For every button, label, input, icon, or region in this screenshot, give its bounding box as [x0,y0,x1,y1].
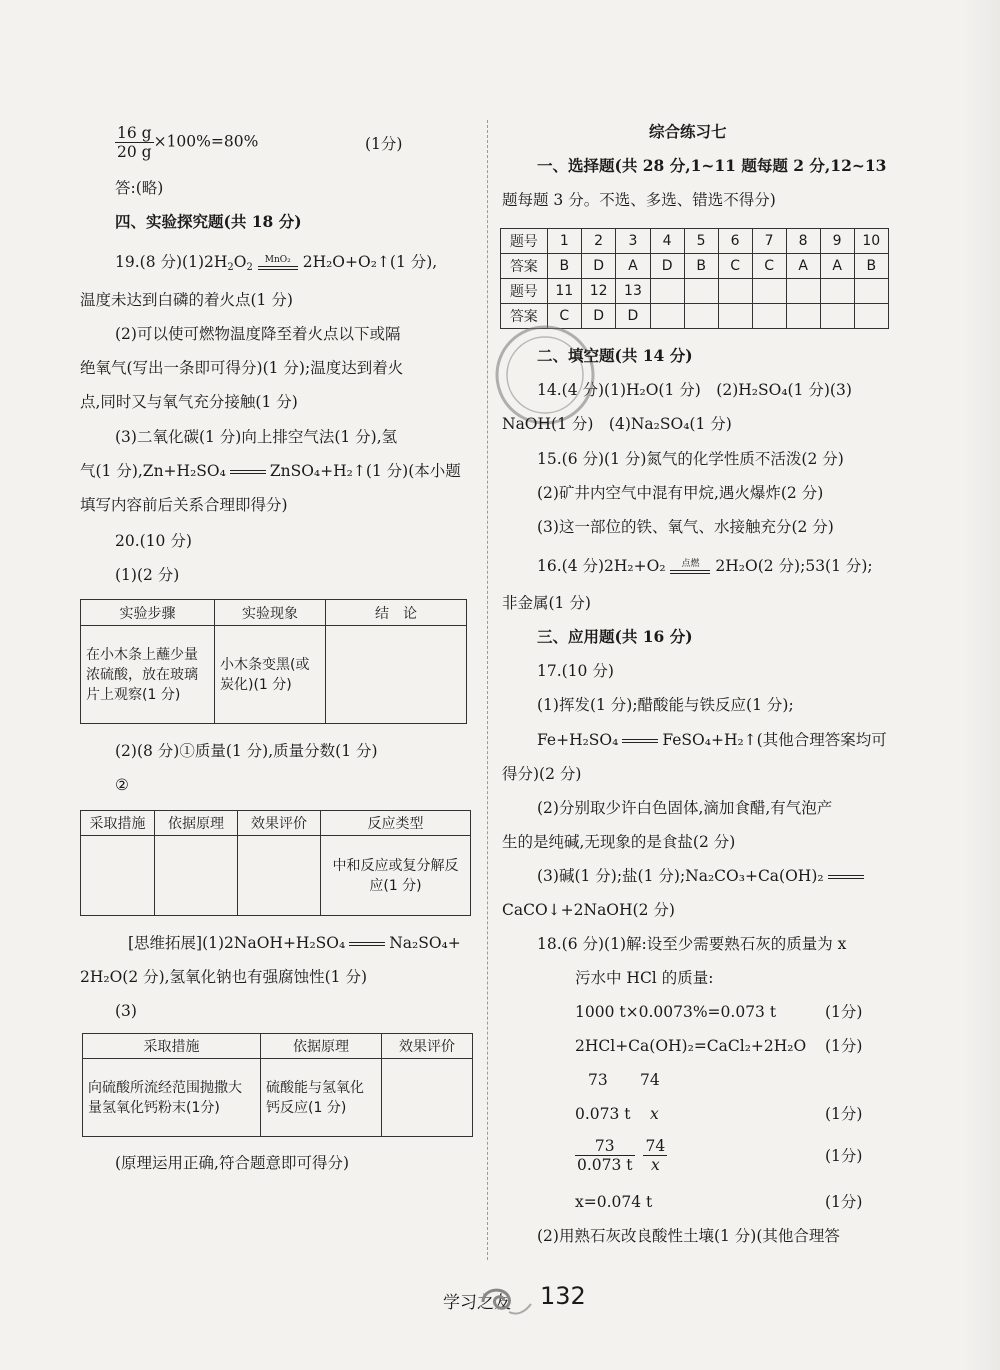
table-cell: 小木条变黑(或炭化)(1 分) [215,626,326,724]
table-row [501,229,889,254]
q17-text-f: (3)碱(1 分);盐(1 分);Na₂CO₃+Ca(OH)₂ [537,867,824,885]
q19-line-7 [80,460,461,482]
table-cell [786,279,820,304]
q17-line-3: 得分)(2 分) [502,765,582,783]
table-cell: 在小木条上蘸少量浓硫酸，放在玻璃片上观察(1 分) [81,626,215,724]
q19-text-h2: ZnSO₄+H₂↑(1 分)(本小题 [269,462,461,480]
fraction-numerator: 74 [645,1137,666,1155]
q17-text-b2: FeSO₄+H₂↑(其他合理答案均可 [662,731,887,749]
q19-line-8: 填写内容前后关系合理即得分) [80,496,288,514]
table-cell: 3 [616,229,650,254]
q16-line-1 [537,555,873,577]
swirl-logo-icon [475,1282,535,1322]
page-number: 132 [540,1282,586,1310]
table-cell: 8 [786,229,820,254]
q17-text-b1: Fe+H₂SO₄ [537,731,619,749]
table-cell: 7 [752,229,786,254]
table-cell [650,279,684,304]
table-header: 依据原理 [155,811,238,836]
q17-line-2 [537,729,887,751]
table-cell: 11 [547,279,581,304]
table-cell: B [547,254,581,279]
q19-line-4: 绝氧气(写出一条即可得分)(1 分);温度达到着火 [80,359,404,377]
table-row-header: 答案 [501,304,548,329]
table-cell: 13 [616,279,650,304]
q14-line-2: NaOH(1 分) (4)Na₂SO₄(1 分) [502,415,732,433]
q18-line-2: 污水中 HCl 的质量: [575,969,714,987]
treatment-table [82,1033,473,1137]
section-heading-2: 二、填空题(共 14 分) [537,346,693,365]
footer-brand: 学习之友 [443,1293,511,1313]
measures-table [80,810,471,916]
q18-result: x=0.074 t [575,1193,653,1211]
table-row-header: 答案 [501,254,548,279]
exercise-title: 综合练习七 [649,122,727,141]
table-cell: 向硫酸所流经范围抛撒大量氢氧化钙粉末(1分) [83,1059,261,1137]
equals-sign [622,739,658,743]
equals-sign [230,470,266,474]
table-cell: 中和反应或复分解反应(1 分) [321,836,471,916]
ratio-equation [575,1137,667,1174]
table-cell [238,836,321,916]
reaction-condition-arrow [258,256,298,270]
table-cell: C [718,254,752,279]
molar-mass-hcl: 73 [588,1071,608,1089]
table-cell: C [752,254,786,279]
fraction [115,124,154,161]
table-row-header: 题号 [501,279,548,304]
q14-line-1: 14.(4 分)(1)H₂O(1 分) (2)H₂SO₄(1 分)(3) [537,381,852,399]
q19-text-b: 2H₂O+O₂↑(1 分), [302,253,438,271]
table-cell [718,304,752,329]
reaction-condition-arrow [670,560,710,574]
fraction [575,1137,635,1174]
fraction-numerator: 73 [575,1137,635,1156]
q19-text-a: 19.(8 分)(1)2H [115,253,228,271]
mass-hcl: 0.073 t [575,1105,631,1123]
table-cell: B [854,254,888,279]
fraction-line [115,124,258,161]
table-cell: 2 [581,229,615,254]
section-heading-4: 四、实验探究题(共 18 分) [115,212,302,231]
unknown-x: x [650,1105,659,1123]
q17-line-5: 生的是纯碱,无现象的是食盐(2 分) [502,833,736,851]
equals-sign [828,875,864,879]
table-cell: 12 [581,279,615,304]
q15-line-3: (3)这一部位的铁、氧气、水接触充分(2 分) [537,518,834,536]
table-cell [81,836,155,916]
table-row-header: 题号 [501,229,548,254]
score-label: (1分) [825,1193,863,1211]
q19-line-2: 温度未达到白磷的着火点(1 分) [80,291,293,309]
table-cell [820,279,854,304]
siwei-part-3: (3) [115,1002,137,1020]
q16-text-a: 16.(4 分)2H₂+O₂ [537,557,666,575]
answer-table [500,228,889,329]
table-cell: A [786,254,820,279]
siwei-text-b: Na₂SO₄+ [389,934,461,952]
q17-line-7: CaCO↓+2NaOH(2 分) [502,901,675,919]
table-cell: C [547,304,581,329]
table-cell [752,304,786,329]
table-header: 依据原理 [261,1034,382,1059]
grading-note: (原理运用正确,符合题意即可得分) [115,1154,350,1172]
table-cell [820,304,854,329]
condition-label: 点燃 [681,559,700,569]
table-cell: B [684,254,718,279]
table-cell: A [616,254,650,279]
fraction-denominator: 20 g [117,143,152,161]
q16-text-b: 2H₂O(2 分);53(1 分); [715,557,873,575]
sec1-line-1 [537,155,886,177]
page-footer [0,1280,1000,1330]
experiment-table [80,599,467,724]
table-cell: D [581,304,615,329]
table-cell: D [581,254,615,279]
score-label: (1分) [825,1037,863,1055]
table-header: 效果评价 [238,811,321,836]
equals-sign [349,942,385,946]
q20-heading: 20.(10 分) [115,532,192,550]
q17-line-6 [537,865,868,887]
page-edge-shadow [962,0,1000,1370]
table-cell: 4 [650,229,684,254]
table-cell [650,304,684,329]
table-cell: 5 [684,229,718,254]
fraction-denominator: x [650,1156,660,1174]
answer-omitted: 答:(略) [115,179,164,197]
q19-line-1: 19.(8 分)$(1)2H_2O_2$ MnO₂ 2H₂O+O₂↑(1 分), [115,253,438,273]
q20-part-2b: ② [115,776,129,794]
table-cell [382,1059,473,1137]
siwei-line-1 [128,932,461,954]
q15-line-1: 15.(6 分)(1 分)氮气的化学性质不活泼(2 分) [537,450,844,468]
table-cell [786,304,820,329]
siwei-line-2: 2H₂O(2 分),氢氧化钠也有强腐蚀性(1 分) [80,968,367,986]
table-header: 反应类型 [321,811,471,836]
q17-line-1: (1)挥发(1 分);醋酸能与铁反应(1 分); [537,696,794,714]
catalyst-label: MnO₂ [264,255,291,265]
table-cell [155,836,238,916]
q19-text-h1: 气(1 分),Zn+H₂SO₄ [80,462,226,480]
fraction [643,1137,667,1174]
table-cell [684,279,718,304]
section-heading-3: 三、应用题(共 16 分) [537,627,693,646]
q18-line-4: 2HCl+Ca(OH)₂=CaCl₂+2H₂O [575,1037,807,1055]
q17-heading: 17.(10 分) [537,662,614,680]
table-cell: D [650,254,684,279]
score-label: (1分) [825,1105,863,1123]
q18-line-3: 1000 t×0.0073%=0.073 t [575,1003,777,1021]
score-label: (1分) [825,1003,863,1021]
table-cell: 硫酸能与氢氧化钙反应(1 分) [261,1059,382,1137]
table-cell [854,304,888,329]
table-cell [326,626,467,724]
table-header: 结 论 [326,600,467,626]
q17-line-4: (2)分别取少许白色固体,滴加食醋,有气泡产 [537,799,833,817]
column-divider [487,120,488,1260]
table-cell [752,279,786,304]
siwei-text-a: [思维拓展](1)2NaOH+H₂SO₄ [128,934,346,952]
table-cell: 6 [718,229,752,254]
table-row [501,254,889,279]
q15-line-2: (2)矿井内空气中混有甲烷,遇火爆炸(2 分) [537,484,824,502]
sec1-text-a: 一、选择题(共 28 分,1~11 题每题 2 分,12~13 [537,156,887,175]
table-cell [718,279,752,304]
q18-part-2: (2)用熟石灰改良酸性土壤(1 分)(其他合理答 [537,1227,840,1245]
table-cell: 10 [854,229,888,254]
fraction-tail: ×100%=80% [153,132,259,151]
table-cell: 1 [547,229,581,254]
q20-part-1: (1)(2 分) [115,566,180,584]
table-cell: D [616,304,650,329]
score-label: (1分) [825,1147,863,1165]
table-cell: A [820,254,854,279]
score-label: (1分) [365,135,403,153]
q20-part-2: (2)(8 分)①质量(1 分),质量分数(1 分) [115,742,378,760]
answer-table-body [501,229,889,329]
table-header: 采取措施 [83,1034,261,1059]
table-row [501,279,889,304]
table-cell [684,304,718,329]
fraction-denominator: 0.073 t [577,1156,633,1174]
q16-line-2: 非金属(1 分) [502,594,591,612]
sec1-line-2: 题每题 3 分。不选、多选、错选不得分) [502,191,776,209]
table-cell [854,279,888,304]
q18-line-1: 18.(6 分)(1)解:设至少需要熟石灰的质量为 x [537,935,847,953]
fraction-numerator: 16 g [117,124,152,142]
q19-line-5: 点,同时又与氧气充分接触(1 分) [80,393,298,411]
table-cell: 9 [820,229,854,254]
table-header: 实验步骤 [81,600,215,626]
table-header: 实验现象 [215,600,326,626]
table-header: 采取措施 [81,811,155,836]
q19-line-3: (2)可以使可燃物温度降至着火点以下或隔 [115,325,401,343]
q19-line-6: (3)二氧化碳(1 分)向上排空气法(1 分),氢 [115,428,398,446]
table-header: 效果评价 [382,1034,473,1059]
molar-mass-caoh2: 74 [640,1071,660,1089]
